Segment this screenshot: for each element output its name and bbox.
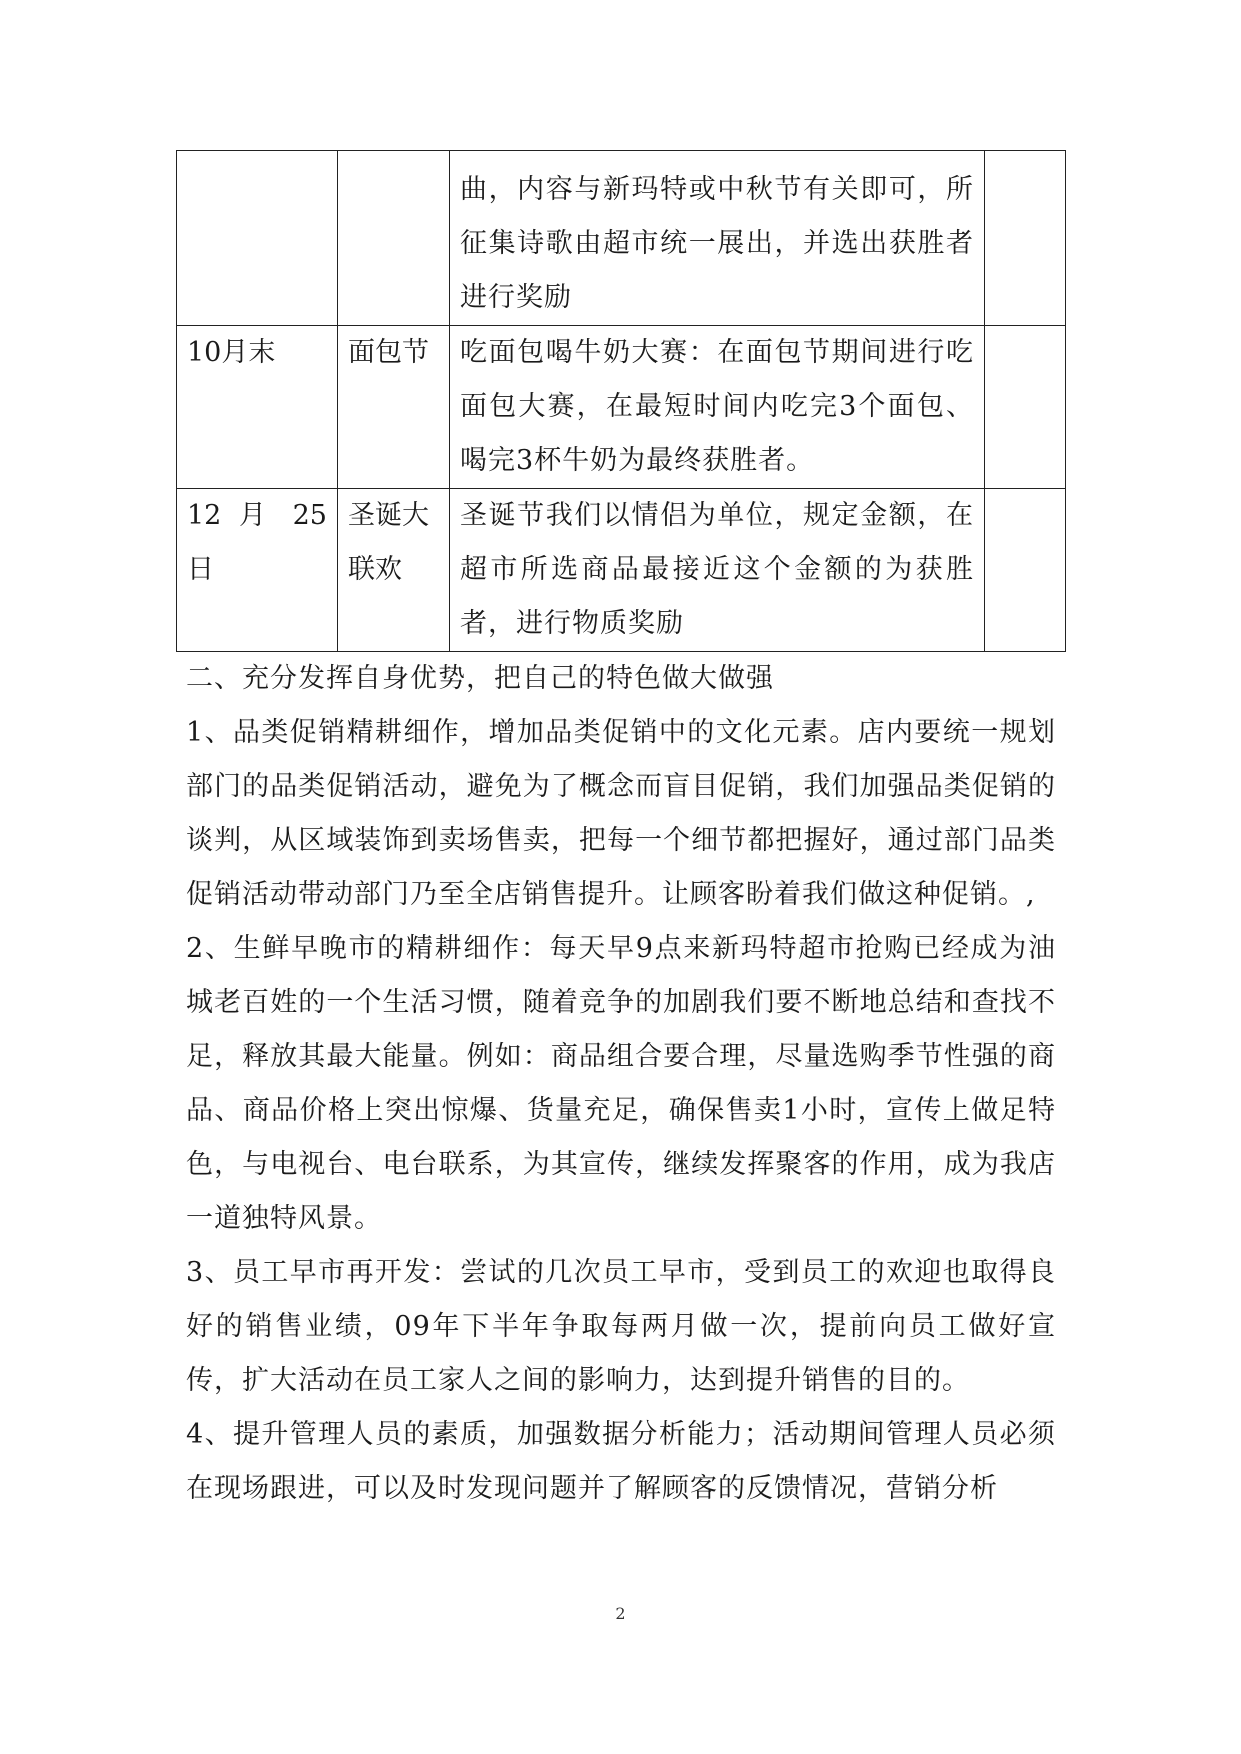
note-cell <box>985 151 1066 326</box>
table-row <box>177 326 1066 489</box>
paragraph-1: 1、品类促销精耕细作，增加品类促销中的文化元素。店内要统一规划部门的品类促销活动，避免为了概念而盲目促销，我们加强品类促销的谈判，从区域装饰到卖场售卖，把每一个细节都把握好，通过部门品类促销活动带动部门乃至全店销售提升。让顾客盼着我们做这种促销。, <box>186 717 1056 910</box>
paragraph-4: 4、提升管理人员的素质，加强数据分析能力；活动期间管理人员必须在现场跟进，可以及时发现问题并了解顾客的反馈情况，营销分析 <box>186 1419 1056 1504</box>
table-row <box>177 151 1066 326</box>
description-cell: 圣诞节我们以情侣为单位，规定金额，在超市所选商品最接近这个金额的为获胜者，进行物质奖励 <box>450 489 985 652</box>
description-cell: 吃面包喝牛奶大赛：在面包节期间进行吃面包大赛，在最短时间内吃完3个面包、喝完3杯牛奶为最终获胜者。 <box>450 326 985 489</box>
page-number: 2 <box>615 1604 626 1623</box>
section-heading: 二、充分发挥自身优势，把自己的特色做大做强 <box>186 663 774 694</box>
date-cell: 12 月 25 日 <box>177 489 338 652</box>
event-name-cell: 圣诞大联欢 <box>338 489 450 652</box>
paragraph-3: 3、员工早市再开发：尝试的几次员工早市，受到员工的欢迎也取得良好的销售业绩，09年下半年争取每两月做一次，提前向员工做好宣传，扩大活动在员工家人之间的影响力，达到提升销售的目的。 <box>186 1257 1056 1396</box>
date-cell <box>177 151 338 326</box>
date-cell: 10月末 <box>177 326 338 489</box>
event-name-cell <box>338 151 450 326</box>
note-cell <box>985 489 1066 652</box>
note-cell <box>985 326 1066 489</box>
table-row <box>177 489 1066 652</box>
paragraph-2: 2、生鲜早晚市的精耕细作：每天早9点来新玛特超市抢购已经成为油城老百姓的一个生活习惯，随着竞争的加剧我们要不断地总结和查找不足，释放其最大能量。例如：商品组合要合理，尽量选购季节性强的商品、商品价格上突出惊爆、货量充足，确保售卖1小时，宣传上做足特色，与电视台、电台联系，为其宣传，继续发挥聚客的作用，成为我店一道独特风景。 <box>186 933 1056 1234</box>
event-name-cell: 面包节 <box>338 326 450 489</box>
events-table <box>176 150 1066 652</box>
body-text <box>186 652 1056 1516</box>
description-cell: 曲，内容与新玛特或中秋节有关即可，所征集诗歌由超市统一展出，并选出获胜者进行奖励 <box>450 151 985 326</box>
